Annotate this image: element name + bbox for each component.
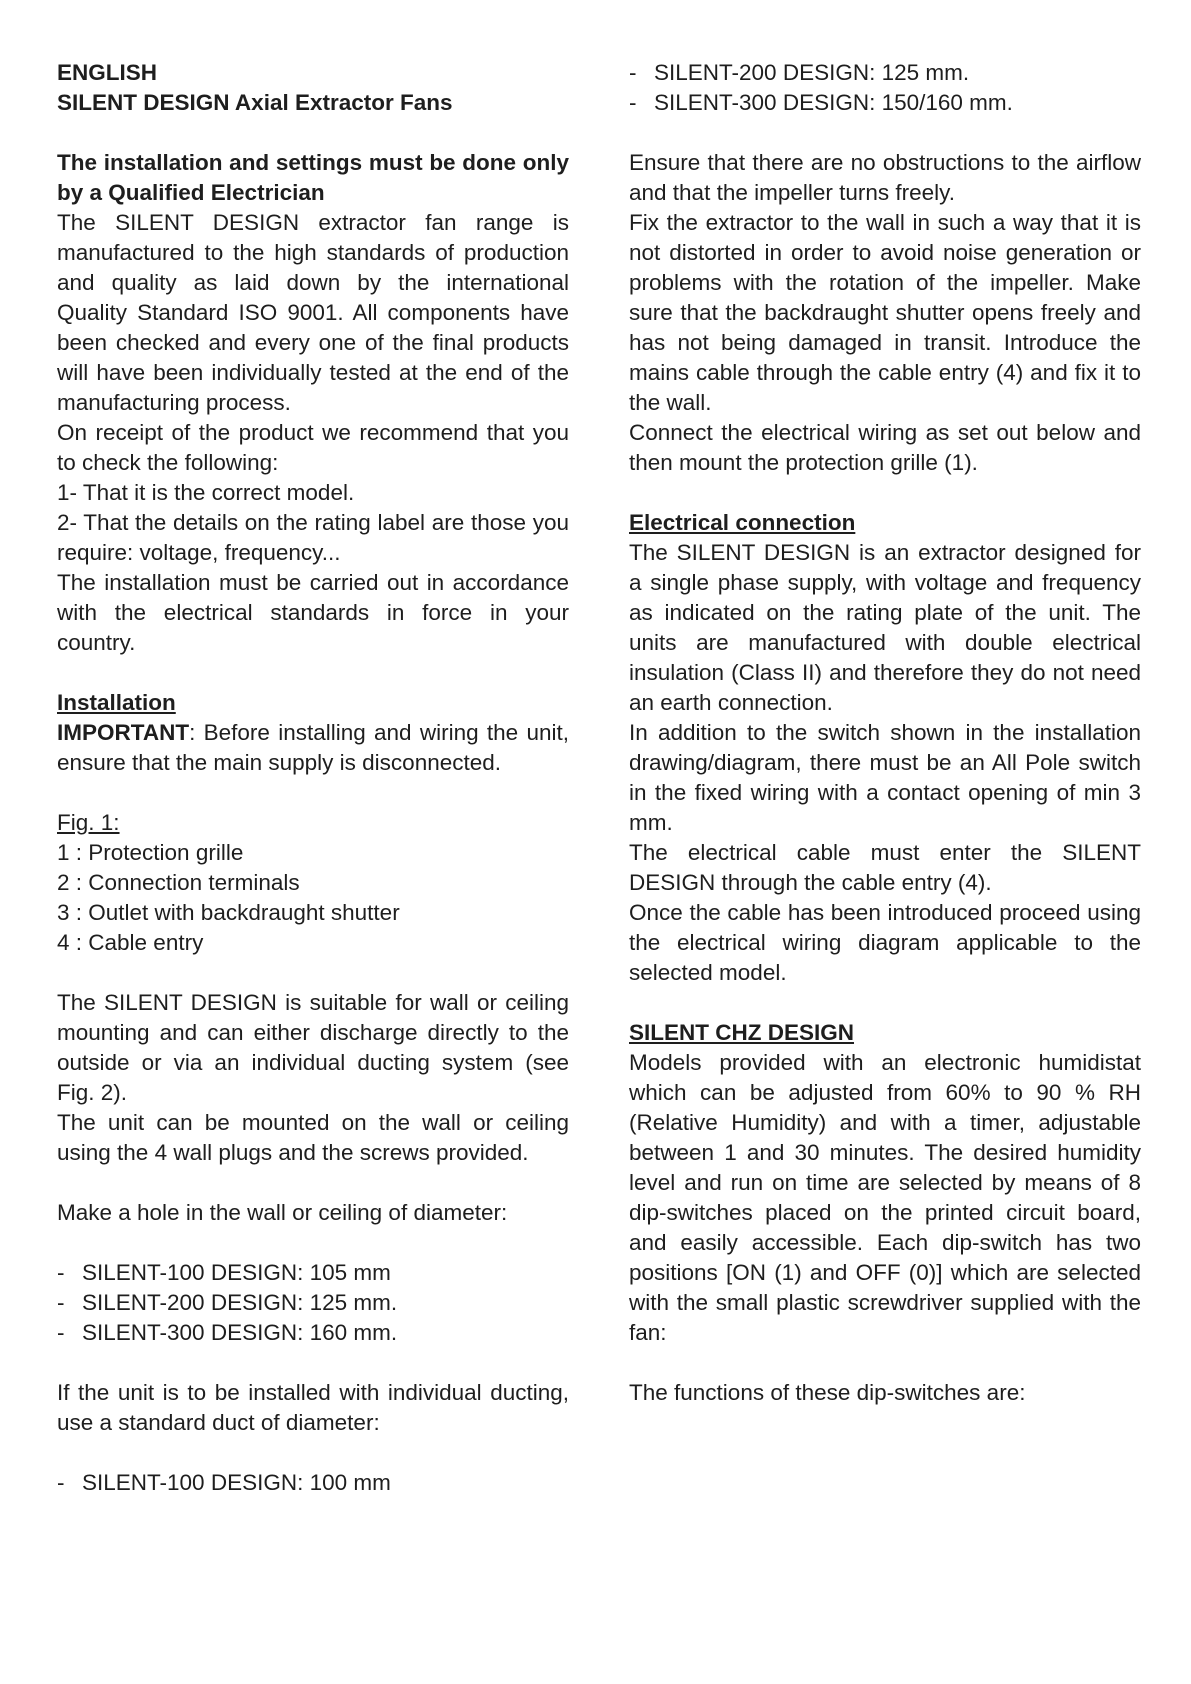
important-label: IMPORTANT (57, 720, 190, 745)
check-item: 2- That the details on the rating label are those you require: voltage, frequency... (57, 510, 569, 565)
duct-size-item (629, 58, 1141, 88)
list-dash: - (629, 60, 637, 85)
list-dash: - (57, 1320, 65, 1345)
receipt-paragraph: On receipt of the product we recommend that you to check the following: (57, 420, 569, 475)
list-dash: - (57, 1470, 65, 1495)
all-pole-paragraph: In addition to the switch shown in the installation drawing/diagram, there must be an All Pole switch in the fixed wiring with a contact opening of min 3 mm. (629, 720, 1141, 835)
right-column (629, 58, 1141, 1408)
list-dash: - (57, 1260, 65, 1285)
hole-size-item (57, 1318, 569, 1348)
standards-paragraph: The installation must be carried out in accordance with the electrical standards in force in your country. (57, 570, 569, 655)
hole-size-item (57, 1288, 569, 1318)
duct-size-item (57, 1468, 569, 1498)
list-dash: - (629, 90, 637, 115)
left-column (57, 58, 569, 1498)
fixing-paragraph: Fix the extractor to the wall in such a way that it is not distorted in order to avoid noise generation or problems with the rotation of the impeller. Make sure that the backdraught shutter opens freely and has not being damaged in transit. Introduce the mains cable through the cable entry (4) and fix it to the wall. (629, 210, 1141, 415)
duct-size-item (629, 88, 1141, 118)
hole-size-text: SILENT-100 DESIGN: 105 mm (82, 1260, 391, 1285)
chz-design-heading: SILENT CHZ DESIGN (629, 1020, 855, 1045)
hole-paragraph: Make a hole in the wall or ceiling of diameter: (57, 1200, 508, 1225)
hole-size-text: SILENT-300 DESIGN: 160 mm. (82, 1320, 398, 1345)
language-heading: ENGLISH (57, 60, 158, 85)
duct-size-text: SILENT-100 DESIGN: 100 mm (82, 1470, 391, 1495)
qualified-electrician-warning: The installation and settings must be done only by a Qualified Electrician (57, 150, 569, 205)
intro-paragraph: The SILENT DESIGN extractor fan range is manufactured to the high standards of production and quality as laid down by the international Quality Standard ISO 9001. All components have been checked and every one of the final products will have been individually tested at the end of the manufacturing process. (57, 210, 569, 415)
cable-entry-paragraph: The electrical cable must enter the SILENT DESIGN through the cable entry (4). (629, 840, 1141, 895)
list-dash: - (57, 1290, 65, 1315)
connect-paragraph: Connect the electrical wiring as set out below and then mount the protection grille (1). (629, 420, 1141, 475)
wiring-paragraph: Once the cable has been introduced proceed using the electrical wiring diagram applicable to the selected model. (629, 900, 1141, 985)
duct-size-text: SILENT-300 DESIGN: 150/160 mm. (654, 90, 1013, 115)
important-text: : Before installing and wiring the unit, ensure that the main supply is disconnected. (57, 720, 569, 775)
installation-heading: Installation (57, 690, 176, 715)
mounting-paragraph: The unit can be mounted on the wall or ceiling using the 4 wall plugs and the screws provided. (57, 1110, 569, 1165)
important-paragraph (57, 718, 569, 778)
figure-item: 2 : Connection terminals (57, 870, 300, 895)
hole-size-item (57, 1258, 569, 1288)
suitable-paragraph: The SILENT DESIGN is suitable for wall or ceiling mounting and can either discharge directly to the outside or via an individual ducting system (see Fig. 2). (57, 990, 569, 1105)
obstructions-paragraph: Ensure that there are no obstructions to the airflow and that the impeller turns freely. (629, 150, 1141, 205)
figure-item: 3 : Outlet with backdraught shutter (57, 900, 400, 925)
chz-paragraph: Models provided with an electronic humidistat which can be adjusted from 60% to 90 % RH (Relative Humidity) and with a timer, adjustable between 1 and 30 minutes. The desired humidity level and run on time are selected by means of 8 dip-switches placed on the printed circuit board, and easily accessible. Each dip-switch has two positions [ON (1) and OFF (0)] which are selected with the small plastic screwdriver supplied with the fan: (629, 1050, 1141, 1345)
figure-item: 4 : Cable entry (57, 930, 204, 955)
ducting-paragraph: If the unit is to be installed with individual ducting, use a standard duct of diameter: (57, 1380, 569, 1435)
figure-label: Fig. 1: (57, 810, 120, 835)
hole-size-text: SILENT-200 DESIGN: 125 mm. (82, 1290, 398, 1315)
document-title: SILENT DESIGN Axial Extractor Fans (57, 90, 453, 115)
duct-size-text: SILENT-200 DESIGN: 125 mm. (654, 60, 970, 85)
functions-paragraph: The functions of these dip-switches are: (629, 1380, 1026, 1405)
electrical-connection-heading: Electrical connection (629, 510, 856, 535)
check-item: 1- That it is the correct model. (57, 480, 355, 505)
electrical-paragraph: The SILENT DESIGN is an extractor designed for a single phase supply, with voltage and frequency as indicated on the rating plate of the unit. The units are manufactured with double electrical insulation (Class II) and therefore they do not need an earth connection. (629, 540, 1141, 715)
figure-item: 1 : Protection grille (57, 840, 244, 865)
